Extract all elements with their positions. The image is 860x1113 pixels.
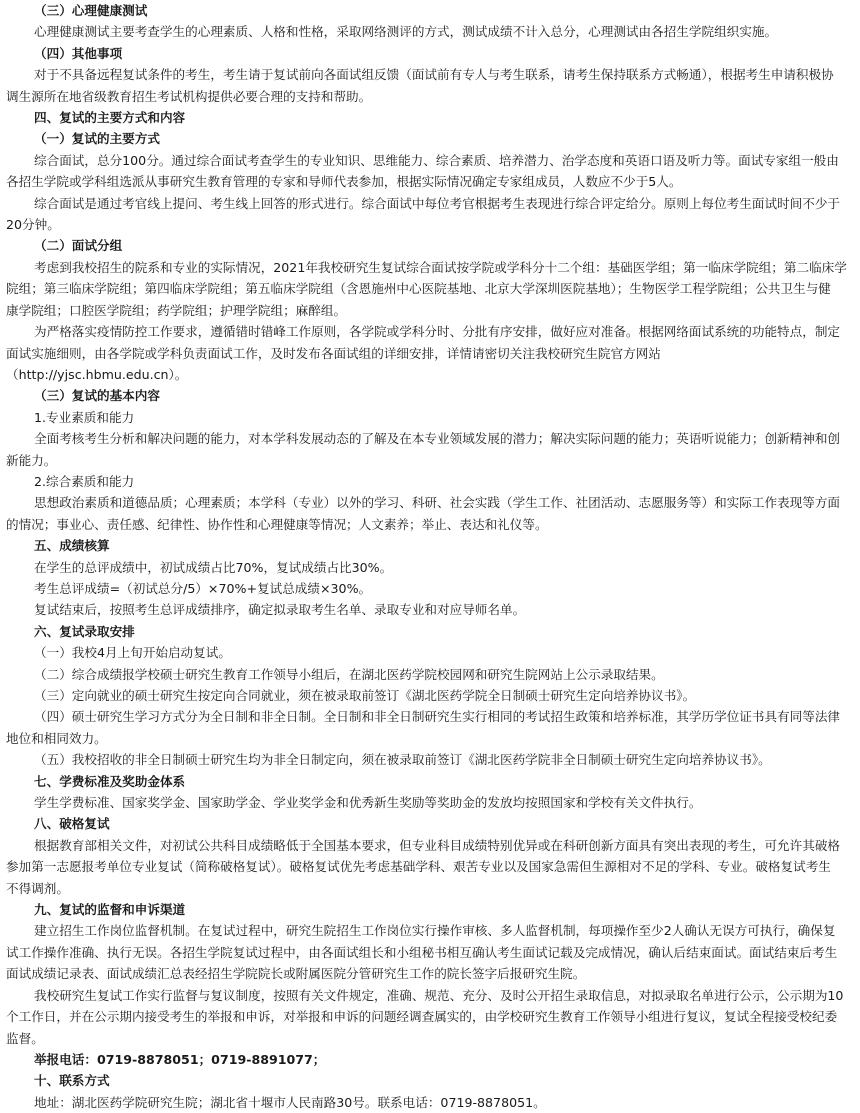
paragraph-line: 个工作日，并在公示期内接受考生的举报和申诉，对举报和申诉的问题经调查属实的，由学校研究生教育工作领导小组进行复议，复试全程接受校纪委 [6,1009,838,1025]
paragraph-line: 综合面试，总分100分。通过综合面试考查学生的专业知识、思维能力、综合素质、培养潜力、治学态度和英语口语及听力等。面试专家组一般由 [34,152,839,168]
paragraph-line: 监督。 [6,1030,44,1046]
paragraph-line: （一）我校4月上旬开始启动复试。 [34,645,231,661]
paragraph-line: （http://yjsc.hbmu.edu.cn）。 [6,366,188,382]
paragraph-line: 综合面试是通过考官线上提问、考生线上回答的形式进行。综合面试中每位考官根据考生表现进行综合评定给分。原则上每位考生面试时间不少于 [34,195,840,211]
paragraph-line: 根据教育部相关文件，对初试公共科目成绩略低于全国基本要求，但专业科目成绩特别优异或在科研创新方面具有突出表现的考生，可允许其破格 [34,837,840,853]
section-heading: 九、复试的监督和申诉渠道 [34,902,186,918]
section-heading: （三）心理健康测试 [34,3,148,18]
paragraph-line: 对于不具备远程复试条件的考生，考生请于复试前向各面试组反馈（面试前有专人与考生联系，请考生保持联系方式畅通），根据考生申请积极协 [34,67,834,83]
paragraph-line: 试工作操作准确、执行无误。各招生学院复试过程中，由各面试组长和小组秘书相互确认考生面试记载及完成情况，确认后结束面试。面试结束后考生 [6,944,838,960]
section-heading: （二）面试分组 [34,238,123,254]
paragraph-line: 思想政治素质和道德品质；心理素质；本学科（专业）以外的学习、科研、社会实践（学生工作、社团活动、志愿服务等）和实际工作表现等方面 [34,495,840,511]
paragraph-line: 建立招生工作岗位监督机制。在复试过程中，研究生院招生工作岗位实行操作审核、多人监督机制，每项操作至少2人确认无误方可执行，确保复 [34,923,836,939]
paragraph-line: 新能力。 [6,452,57,468]
section-heading: 五、成绩核算 [34,538,110,554]
paragraph-line: （二）综合成绩报学校硕士研究生教育工作领导小组后，在湖北医药学院校园网和研究生院网站上公示录取结果。 [34,666,664,682]
paragraph-line: 复试结束后，按照考生总评成绩排序，确定拟录取考生名单、录取专业和对应导师名单。 [34,602,526,618]
section-heading: 六、复试录取安排 [34,623,135,639]
paragraph-line: （三）定向就业的硕士研究生按定向合同就业，须在被录取前签订《湖北医药学院全日制硕士研究生定向培养协议书》。 [34,688,696,703]
section-heading: 四、复试的主要方式和内容 [34,110,186,126]
paragraph-line: 参加第一志愿报考单位专业复试（简称破格复试）。破格复试优先考虑基础学科、艰苦专业以及国家急需但生源相对不足的学科、专业。破格复试考生 [6,859,831,875]
paragraph-line: 2.综合素质和能力 [34,473,135,489]
paragraph-line: 地位和相同效力。 [6,730,107,746]
section-heading: 八、破格复试 [34,816,110,832]
paragraph-line: 院组；第三临床学院组；第四临床学院组；第五临床学院组（含恩施州中心医院基地、北京大学深圳医院基地）；生物医学工程学院组；公共卫生与健 [6,281,831,297]
paragraph-line: 康学院组；口腔医学院组；药学院组；护理学院组；麻醉组。 [6,302,347,318]
paragraph-line: （四）硕士研究生学习方式分为全日制和非全日制。全日制和非全日制研究生实行相同的考试招生政策和培养标准，其学历学位证书具有同等法律 [34,709,840,725]
section-heading: 七、学费标准及奖助金体系 [34,773,186,789]
section-heading: 十、联系方式 [34,1073,110,1089]
paragraph-line: 在学生的总评成绩中，初试成绩占比70%，复试成绩占比30%。 [34,559,393,575]
paragraph-line: 考虑到我校招生的院系和专业的实际情况，2021年我校研究生复试综合面试按学院或学科分十二个组：基础医学组；第一临床学院组；第二临床学 [34,259,847,275]
section-heading: （一）复试的主要方式 [34,131,160,147]
paragraph-line: 考生总评成绩=（初试总分/5）×70%+复试总成绩×30%。 [34,580,372,596]
paragraph-line: 20分钟。 [6,217,60,233]
paragraph-line: 的情况；事业心、责任感、纪律性、协作性和心理健康等情况；人文素养；举止、表达和礼仪等。 [6,516,548,532]
paragraph-line: 心理健康测试主要考查学生的心理素质、人格和性格，采取网络测评的方式，测试成绩不计入总分，心理测试由各招生学院组织实施。 [34,24,778,40]
paragraph-line: 为严格落实疫情防控工作要求，遵循错时错峰工作原则，各学院或学科分时、分批有序安排，做好应对准备。根据网络面试系统的功能特点，制定 [34,324,840,340]
section-heading: （三）复试的基本内容 [34,388,160,404]
paragraph-line: 我校研究生复试工作实行监督与复议制度，按照有关文件规定，准确、规范、充分、及时公开招生录取信息，对拟录取名单进行公示，公示期为10 [34,987,844,1003]
paragraph-line: 面试实施细则，由各学院或学科负责面试工作，及时发布各面试组的详细安排，详情请密切关注我校研究生院官方网站 [6,345,661,361]
paragraph-line: 调生源所在地省级教育招生考试机构提供必要合理的支持和帮助。 [6,88,372,104]
paragraph-line: 1.专业素质和能力 [34,409,135,425]
section-heading: 举报电话：0719-8878051；0719-8891077； [34,1051,326,1067]
paragraph-line: 各招生学院或学科组选派从事研究生教育管理的专家和导师代表参加，根据实际情况确定专家组成员，人数应不少于5人。 [6,174,682,190]
paragraph-line: 全面考核考生分析和解决问题的能力，对本学科发展动态的了解及在本专业领域发展的潜力；解决实际问题的能力；英语听说能力；创新精神和创 [34,431,840,447]
paragraph-line: 学生学费标准、国家奖学金、国家助学金、学业奖学金和优秀新生奖励等奖助金的发放均按照国家和学校有关文件执行。 [34,795,702,811]
section-heading: （四）其他事项 [34,45,123,61]
paragraph-line: 面试成绩记录表、面试成绩汇总表经招生学院院长或附属医院分管研究生工作的院长签字后报研究生院。 [6,966,586,982]
paragraph-line: 地址：湖北医药学院研究生院；湖北省十堰市人民南路30号。联系电话：0719-8878051。 [34,1094,546,1110]
paragraph-line: （五）我校招收的非全日制硕士研究生均为非全日制定向，须在被录取前签订《湖北医药学院非全日制硕士研究生定向培养协议书》。 [34,752,771,768]
paragraph-line: 不得调剂。 [6,880,69,896]
